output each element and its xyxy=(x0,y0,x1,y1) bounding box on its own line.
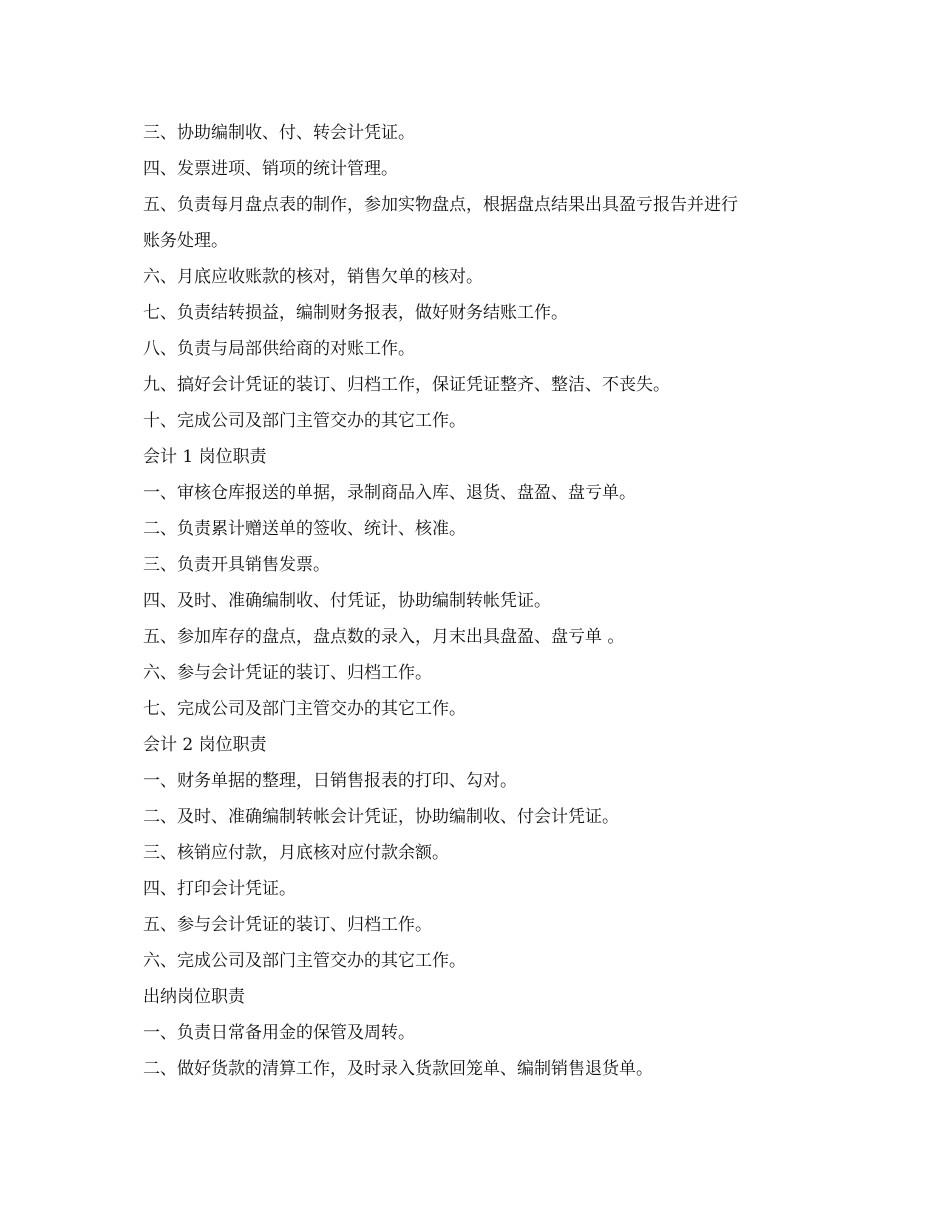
duty-item: 六、参与会计凭证的装订、归档工作。 xyxy=(143,663,432,683)
section-heading-cashier: 出纳岗位职责 xyxy=(143,987,245,1007)
duty-item: 五、参与会计凭证的装订、归档工作。 xyxy=(143,915,432,935)
duty-item: 三、核销应付款，月底核对应付款余额。 xyxy=(143,843,449,863)
duty-item: 二、做好货款的清算工作，及时录入货款回笼单、编制销售退货单。 xyxy=(143,1059,653,1079)
duty-item: 七、负责结转损益，编制财务报表，做好财务结账工作。 xyxy=(143,303,568,323)
duty-item-continuation: 账务处理。 xyxy=(143,231,228,251)
duty-item: 十、完成公司及部门主管交办的其它工作。 xyxy=(143,411,466,431)
document-body xyxy=(143,115,808,1087)
duty-item: 二、负责累计赠送单的签收、统计、核准。 xyxy=(143,519,466,539)
duty-item: 八、负责与局部供给商的对账工作。 xyxy=(143,339,415,359)
duty-item: 一、负责日常备用金的保管及周转。 xyxy=(143,1023,415,1043)
duty-item: 三、协助编制收、付、转会计凭证。 xyxy=(143,123,415,143)
duty-item: 四、及时、准确编制收、付凭证，协助编制转帐凭证。 xyxy=(143,591,551,611)
duty-item: 六、完成公司及部门主管交办的其它工作。 xyxy=(143,951,466,971)
duty-item: 二、及时、准确编制转帐会计凭证，协助编制收、付会计凭证。 xyxy=(143,807,619,827)
duty-item: 一、财务单据的整理，日销售报表的打印、勾对。 xyxy=(143,771,517,791)
duty-item: 一、审核仓库报送的单据，录制商品入库、退货、盘盈、盘亏单。 xyxy=(143,483,636,503)
duty-item: 七、完成公司及部门主管交办的其它工作。 xyxy=(143,699,466,719)
section-heading-accountant-1: 会计 1 岗位职责 xyxy=(143,447,267,467)
duty-item: 四、打印会计凭证。 xyxy=(143,879,296,899)
duty-item: 四、发票进项、销项的统计管理。 xyxy=(143,159,398,179)
section-heading-accountant-2: 会计 2 岗位职责 xyxy=(143,735,267,755)
duty-item: 三、负责开具销售发票。 xyxy=(143,555,330,575)
duty-item: 九、搞好会计凭证的装订、归档工作，保证凭证整齐、整洁、不丧失。 xyxy=(143,375,670,395)
duty-item: 六、月底应收账款的核对，销售欠单的核对。 xyxy=(143,267,483,287)
duty-item: 五、负责每月盘点表的制作，参加实物盘点，根据盘点结果出具盈亏报告并进行 xyxy=(143,195,738,215)
duty-item: 五、参加库存的盘点，盘点数的录入，月末出具盘盈、盘亏单 。 xyxy=(143,627,625,647)
